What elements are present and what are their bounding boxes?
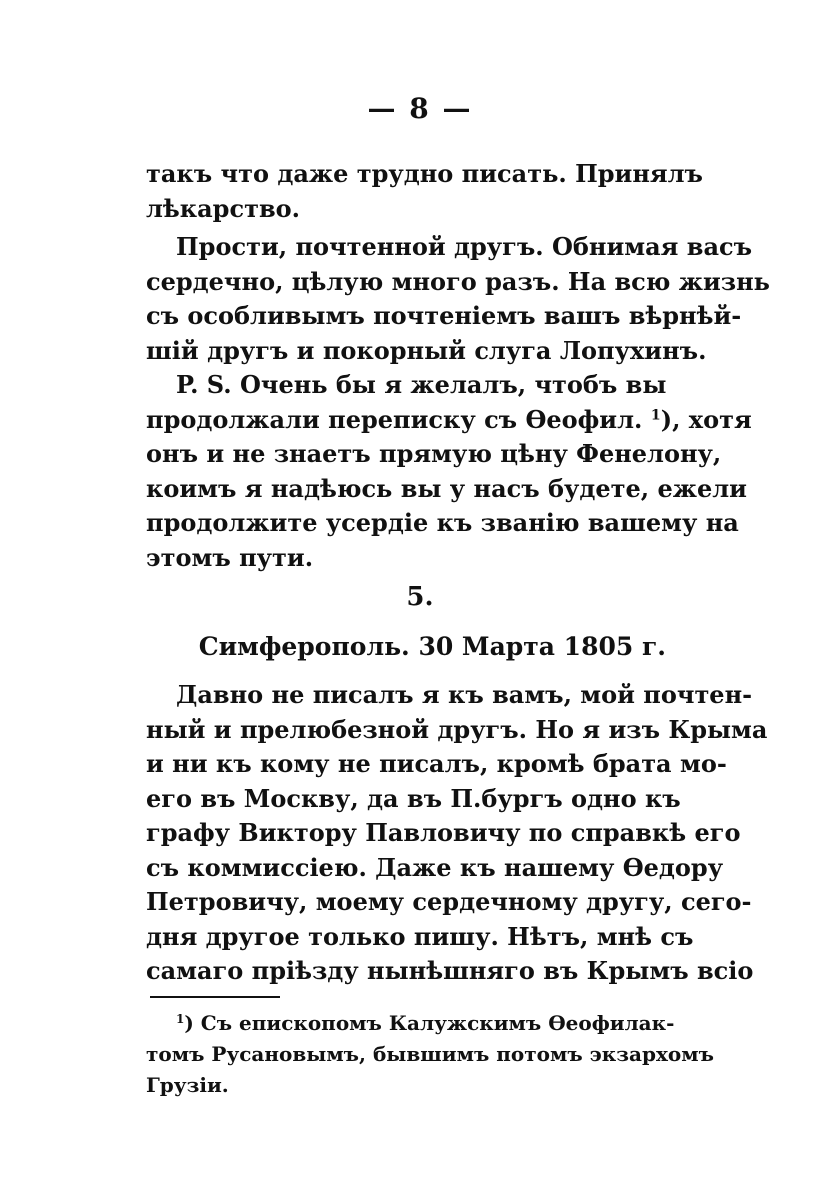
text-line: шiй другъ и покорный слуга Лопухинъ. — [146, 335, 707, 365]
letter-body — [146, 678, 768, 989]
footnote-marker-suffix: ) — [184, 1011, 194, 1035]
text-line: съ коммиссiею. Даже къ нашему Ѳедору — [146, 852, 724, 882]
footnote-marker: 1 — [176, 1011, 185, 1026]
text-line: Петровичу, моему сердечному другу, сего- — [146, 887, 752, 916]
footnote-line: Грузiи. — [146, 1073, 229, 1097]
text-line: сердечно, цѣлую много разъ. На всю жизнь — [146, 266, 770, 296]
text-line: P. S. Очень бы я желалъ, чтобъ вы — [176, 370, 667, 399]
letter-dateline: Симферополь. 30 Марта 1805 г. — [198, 632, 666, 661]
text-line: Давно не писалъ я къ вамъ, мой почтен- — [176, 680, 753, 709]
footnote-divider — [150, 996, 280, 998]
text-line-with-footnote-ref — [146, 403, 752, 438]
footnote-line: томъ Русановымъ, бывшимъ потомъ экзархомъ — [146, 1042, 714, 1066]
text-fragment: продолжали переписку съ Ѳеофил. — [146, 404, 651, 434]
footnote-reference[interactable]: 1 — [650, 405, 661, 423]
paragraph-2 — [146, 230, 770, 368]
text-line: такъ что даже трудно писать. Принялъ — [146, 159, 703, 188]
text-line: его въ Москву, да въ П.бургъ одно къ — [146, 783, 681, 813]
page-number: — 8 — — [367, 92, 473, 125]
text-line: дня другое только пишу. Нѣтъ, мнѣ съ — [146, 921, 694, 951]
section-number: 5. — [406, 582, 434, 612]
text-line: съ особливымъ почтенiемъ вашъ вѣрнѣй- — [146, 301, 742, 330]
text-line: и ни къ кому не писалъ, кромѣ брата мо- — [146, 749, 727, 778]
text-line: Прости, почтенной другъ. Обнимая васъ — [176, 232, 753, 261]
text-fragment: ), хотя — [660, 404, 752, 434]
text-line: лѣкарство. — [146, 193, 300, 223]
text-line: коимъ я надѣюсь вы у насъ будете, ежели — [146, 473, 747, 503]
text-line: графу Виктору Павловичу по справкѣ его — [146, 818, 741, 847]
footnote-line — [146, 1008, 675, 1039]
footnote — [146, 1008, 714, 1101]
text-line: продолжите усердiе къ званiю вашему на — [146, 508, 739, 537]
paragraph-postscript — [146, 368, 752, 575]
text-line: онъ и не знаетъ прямую цѣну Фенелону, — [146, 439, 722, 468]
text-line: ный и прелюбезной другъ. Но я изъ Крыма — [146, 714, 768, 744]
text-line: самаго прiѣзду нынѣшняго въ Крымъ всiо — [146, 956, 754, 985]
text-line: этомъ пути. — [146, 542, 314, 572]
text-fragment: Съ епископомъ Калужскимъ Ѳеофилак- — [200, 1011, 675, 1035]
paragraph-1 — [146, 157, 703, 226]
